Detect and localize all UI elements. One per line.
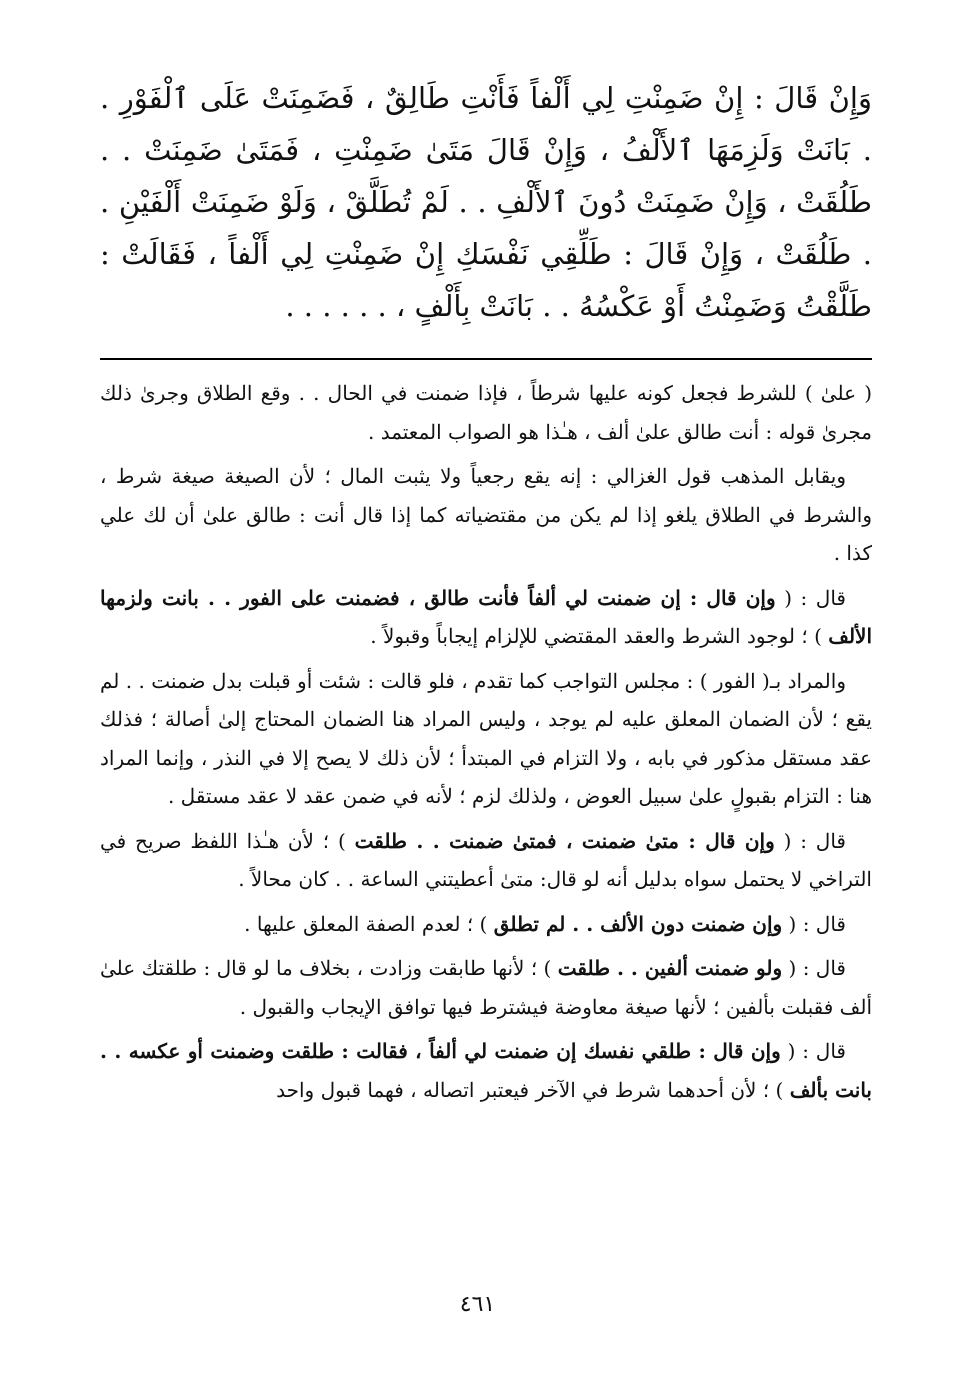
- commentary-paragraph: [100, 1032, 872, 1109]
- plain-text: ) ؛ لأنها طابقت وزادت ، بخلاف ما لو قال : طلقتك علىٰ ألف فقبلت بألفين ؛ لأنها صيغة معاوضة فيشترط فيها توافق الإيجاب والقبول .: [100, 956, 872, 1019]
- commentary-paragraph: [100, 949, 872, 1026]
- commentary: [100, 374, 872, 1109]
- matn-text: وَإِنْ قَالَ : إِنْ ضَمِنْتِ لِي أَلْفاً فَأَنْتِ طَالِقٌ ، فَضَمِنَتْ عَلَى ٱلْفَوْرِ . . بَانَتْ وَلَزِمَهَا ٱلأَلْفُ ، وَإِنْ قَالَ مَتَىٰ ضَمِنْتِ ، فَمَتَىٰ ضَمِنَتْ . . طَلُقَتْ ، وَإِنْ ضَمِنَتْ دُونَ ٱلأَلْفِ . . لَمْ تُطَلَّقْ ، وَلَوْ ضَمِنَتْ أَلْفَيْنِ . . طَلُقَتْ ، وَإِنْ قَالَ : طَلِّقِي نَفْسَكِ إِنْ ضَمِنْتِ لِي أَلْفاً ، فَقَالَتْ : طَلَّقْتُ وَضَمِنْتُ أَوْ عَكْسُهُ . . بَانَتْ بِأَلْفٍ ، . . . . . .: [100, 81, 872, 323]
- commentary-paragraph: [100, 579, 872, 656]
- quoted-matn: وإن ضمنت دون الألف . . لم تطلق: [493, 911, 783, 936]
- commentary-paragraph: ويقابل المذهب قول الغزالي : إنه يقع رجعياً ولا يثبت المال ؛ لأن الصيغة صيغة شرط ، والشرط في الطلاق يلغو إذا لم يكن من مقتضياته كما إذا قال أنت : طالق علىٰ أن لك علي كذا .: [100, 464, 873, 565]
- commentary-paragraph: والمراد بـ( الفور ) : مجلس التواجب كما تقدم ، فلو قالت : شئت أو قبلت بدل ضمنت . . لم يقع ؛ لأن الضمان المعلق عليه لم يوجد ، وليس المراد هنا الضمان المحتاج إلىٰ أصالة ؛ فذلك عقد مستقل مذكور في بابه ، ولا التزام في المبتدأ ؛ لأن ذلك لا يصح إلا في النذر ، وإنما المراد هنا : التزام بقبولٍ علىٰ سبيل العوض ، ولذلك لزم ؛ لأنه في ضمن عقد لا عقد مستقل .: [100, 668, 872, 808]
- plain-text: ) ؛ لأن هـٰذا اللفظ صريح في التراخي لا يحتمل سواه بدليل أنه لو قال: متىٰ أعطيتني الساعة . . كان محالاً .: [100, 828, 872, 891]
- separator-rule: [100, 358, 872, 360]
- page-number: ٤٦١: [459, 1292, 496, 1317]
- commentary-paragraph: ( علىٰ ) للشرط فجعل كونه عليها شرطاً ، فإذا ضمنت في الحال . . وقع الطلاق وجرىٰ ذلك مجرىٰ قوله : أنت طالق علىٰ ألف ، هـٰذا هو الصواب المعتمد .: [100, 381, 872, 444]
- plain-text: قال : (: [782, 911, 846, 936]
- quoted-matn: ولو ضمنت ألفين . . طلقت: [557, 956, 783, 980]
- commentary-paragraph: [100, 905, 872, 944]
- plain-text: قال : (: [780, 1039, 846, 1063]
- plain-text: ) ؛ لوجود الشرط والعقد المقتضي للإلزام إيجاباً وقبولاً .: [370, 624, 829, 648]
- plain-text: ) ؛ لعدم الصفة المعلق عليها .: [244, 911, 494, 936]
- quoted-matn: وإن قال : متىٰ ضمنت ، فمتىٰ ضمنت . . طلقت: [354, 828, 775, 853]
- plain-text: ) ؛ لأن أحدهما شرط في الآخر فيعتبر اتصاله ، فهما قبول واحد: [276, 1077, 790, 1102]
- quoted-matn: وإن قال : إن ضمنت لي ألفاً فأنت طالق ، فضمنت على الفور . . بانت ولزمها الألف: [100, 585, 872, 648]
- page-body: [100, 72, 872, 1115]
- commentary-paragraph: [100, 822, 872, 899]
- plain-text: قال : (: [775, 585, 846, 610]
- quoted-matn: وإن قال : طلقي نفسك إن ضمنت لي ألفاً ، فقالت : طلقت وضمنت أو عكسه . . بانت بألف: [100, 1039, 872, 1102]
- plain-text: قال : (: [774, 828, 846, 853]
- plain-text: قال : (: [782, 956, 846, 980]
